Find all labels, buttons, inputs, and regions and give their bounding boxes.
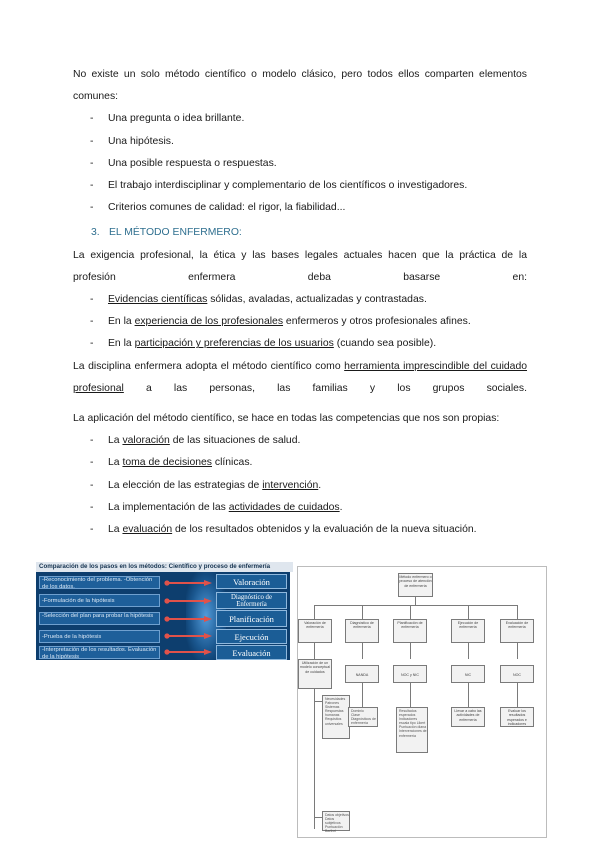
list-item: Datos objetivos	[325, 813, 349, 817]
list-item	[73, 452, 527, 474]
underlined-term: intervención	[262, 479, 319, 491]
list-item: - Una pregunta o idea brillante.	[73, 108, 527, 130]
competencias-list	[73, 430, 527, 541]
comparison-right-item: Planificación	[216, 610, 287, 627]
disciplina-paragraph	[73, 356, 527, 400]
valoracion-list	[322, 695, 350, 739]
list-item: Indicadores escala tipo Likert	[399, 717, 426, 726]
connector	[314, 689, 315, 829]
connector	[517, 643, 518, 659]
flow-step: Evaluación de enfermería	[500, 619, 534, 643]
text-post: sólidas, avaladas, actualizadas y contrastadas.	[207, 294, 427, 306]
nursing-process-flowchart	[297, 566, 547, 838]
text-post: .	[318, 479, 322, 491]
comparison-left-item: -Reconocimiento del problema. -Obtención de los datos.	[39, 576, 160, 589]
text-post: .	[339, 501, 343, 513]
connector	[314, 605, 517, 606]
section-number: 3.	[91, 227, 100, 239]
list-item	[73, 289, 527, 311]
underlined-term: evaluación	[122, 524, 173, 536]
flow-mid: NOC y NIC	[393, 665, 427, 683]
arrow-icon	[164, 633, 212, 639]
connector	[362, 605, 363, 619]
list-item: Diagnósticos de enfermería	[351, 717, 376, 726]
exigencia-paragraph	[73, 245, 527, 289]
list-item: Requisitos universales	[325, 717, 343, 726]
text-post: de los resultados obtenidos y la evaluación de la nueva situación.	[172, 524, 477, 536]
connector	[410, 683, 411, 707]
comparison-left-item: -Interpretación de los resultados. Evaluación de la hipótesis	[39, 646, 160, 659]
text-post: de las situaciones de salud.	[169, 435, 301, 447]
list-item: Sistemas	[325, 705, 340, 710]
section-title: EL MÉTODO ENFERMERO:	[109, 227, 242, 239]
connector	[314, 643, 315, 659]
common-elements-list	[73, 108, 527, 219]
text-pre: La	[108, 457, 123, 469]
flow-mid: Utilización de un modelo conceptual de cuidados	[298, 659, 332, 689]
connector	[517, 683, 518, 707]
comparison-left-item: -Prueba de la hipótesis	[39, 630, 160, 643]
connector	[410, 643, 411, 659]
arrow-icon	[164, 616, 212, 622]
evaluacion-box: Evaluar los resultados esperados e indicadores	[500, 707, 534, 727]
text-pre: La disciplina enfermera adopta el método científico como	[73, 360, 345, 372]
list-item: Patrones	[325, 701, 340, 706]
diagnostico-list	[348, 707, 378, 727]
list-item: Puntuación Barthel	[325, 825, 343, 834]
comparison-right-item: Valoración	[216, 574, 287, 589]
list-item: Dominio	[351, 709, 364, 713]
flow-step: Valoración de enfermería	[298, 619, 332, 643]
underlined-term: participación y preferencias de los usuarios	[134, 338, 334, 350]
list-item	[73, 519, 527, 541]
text-pre: La implementación de las	[108, 501, 229, 513]
ejecucion-box: Llevar a cabo las actividades de enfermería	[451, 707, 485, 727]
list-item: - El trabajo interdisciplinar y complementario de los científicos o investigadores.	[73, 175, 527, 197]
bases-list	[73, 289, 527, 356]
connector	[362, 643, 363, 659]
connector	[314, 701, 322, 702]
connector	[517, 605, 518, 619]
intro-line-1	[73, 64, 527, 108]
list-item: Resultados esperados	[399, 709, 417, 718]
connector	[362, 683, 363, 707]
document-body	[73, 64, 527, 541]
connector	[468, 643, 469, 659]
valoracion-list-2	[322, 811, 350, 834]
underlined-term: experiencia de los profesionales	[134, 316, 284, 328]
list-item	[73, 475, 527, 497]
text-pre: En la	[108, 316, 135, 328]
text-pre: La elección de las estrategias de	[108, 479, 263, 491]
comparison-title: Comparación de los pasos en los métodos: Científico y proceso de enfermería	[36, 562, 293, 572]
connector	[415, 597, 416, 605]
aplicacion-text: La aplicación del método científico, se hace en todas las competencias que nos son propias:	[73, 413, 500, 425]
list-item	[73, 333, 527, 355]
connector	[410, 605, 411, 619]
list-item	[73, 497, 527, 519]
list-item: - Criterios comunes de calidad: el rigor, la fiabilidad...	[73, 197, 527, 219]
comparison-right-item: Ejecución	[216, 629, 287, 644]
text-post: (cuando sea posible).	[333, 338, 437, 350]
spacer	[73, 400, 527, 408]
comparison-left-item: -Selección del plan para probar la hipótesis	[39, 612, 160, 625]
list-item: - Una hipótesis.	[73, 131, 527, 153]
flow-mid: NANDA	[345, 665, 379, 683]
intro-text: No existe un solo método científico o modelo clásico, pero todos ellos comparten elementos comunes:	[73, 69, 527, 103]
text-pre: La	[108, 524, 123, 536]
list-item: Clase	[351, 713, 360, 718]
flow-step: Ejecución de enfermería	[451, 619, 485, 643]
section-heading	[73, 222, 527, 244]
connector	[468, 605, 469, 619]
underlined-term: Evidencias científicas	[108, 294, 208, 306]
list-item: - Una posible respuesta o respuestas.	[73, 153, 527, 175]
arrow-icon	[164, 598, 212, 604]
exigencia-text: La exigencia profesional, la ética y las bases legales actuales hacen que la práctica de la profesión enfermera deba basarse en:	[73, 249, 527, 283]
text-post: enfermeros y otros profesionales afines.	[283, 316, 471, 328]
underlined-term: valoración	[122, 435, 170, 447]
underlined-term: herramienta imprescindible del cuidado profesional	[73, 360, 528, 394]
flow-step: Diagnóstico de enfermería	[345, 619, 379, 643]
arrow-icon	[164, 649, 212, 655]
list-item: Datos subjetivos	[325, 817, 341, 826]
list-item	[73, 430, 527, 452]
comparison-right-item: Evaluación	[216, 645, 287, 660]
list-item: Puntuación diana	[399, 725, 427, 730]
planificacion-list	[396, 707, 428, 753]
list-item	[73, 311, 527, 333]
comparison-image	[36, 562, 290, 660]
aplicacion-paragraph	[73, 408, 527, 430]
flow-step: Planificación de enfermería	[393, 619, 427, 643]
text-post: a las personas, las familias y los grupos sociales.	[123, 382, 527, 394]
text-pre: En la	[108, 338, 135, 350]
connector	[314, 605, 315, 619]
flow-root: Método enfermero o proceso de atención de enfermería	[398, 573, 433, 597]
list-item: Intervenciones de enfermería	[399, 729, 427, 738]
text-pre: La	[108, 435, 123, 447]
arrow-icon	[164, 580, 212, 586]
text-post: clínicas.	[211, 457, 253, 469]
underlined-term: actividades de cuidados	[228, 501, 340, 513]
flow-mid: NIC	[451, 665, 485, 683]
comparison-right-item: Diagnóstico de Enfermería	[216, 592, 287, 609]
connector	[314, 817, 322, 818]
comparison-left-item: -Formulación de la hipótesis	[39, 594, 160, 607]
flow-mid: NOC	[500, 665, 534, 683]
list-item: Respuestas humanas	[325, 709, 344, 718]
connector	[468, 683, 469, 707]
underlined-term: toma de decisiones	[122, 457, 212, 469]
list-item: Necesidades	[325, 697, 346, 701]
